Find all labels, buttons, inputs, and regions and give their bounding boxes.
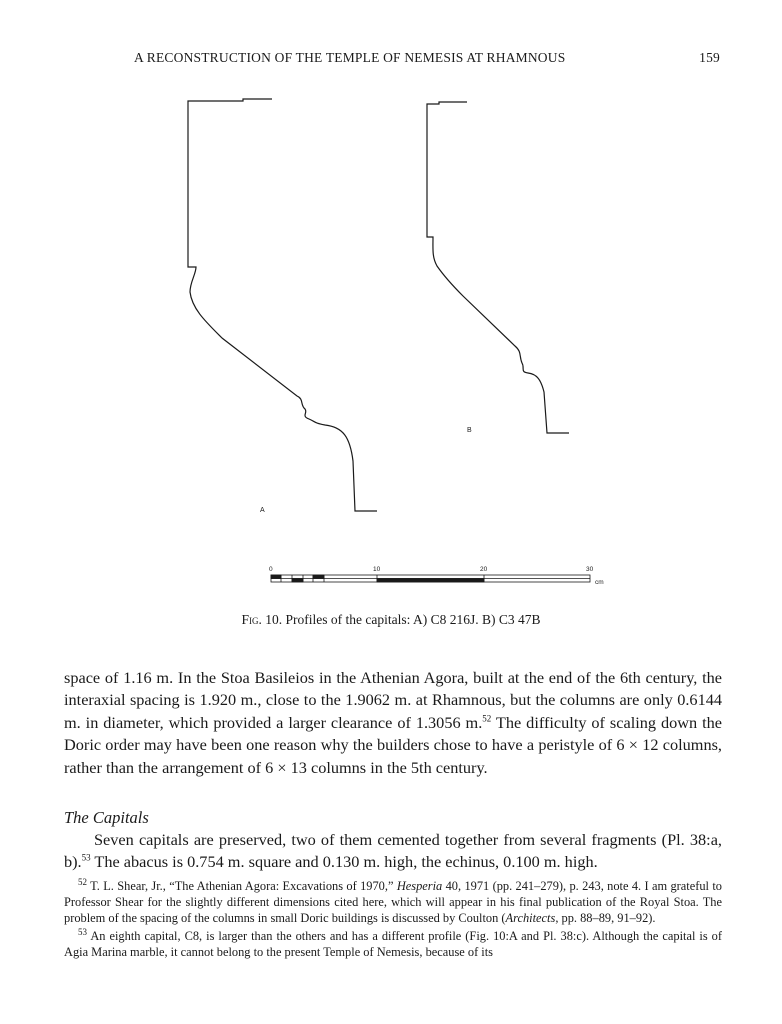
footnote-52-journal: Hesperia xyxy=(396,879,443,893)
footnote-ref-53[interactable]: 53 xyxy=(81,852,91,863)
paragraph-1 xyxy=(64,667,722,779)
page-number: 159 xyxy=(699,50,720,65)
scale-tick-20: 20 xyxy=(480,566,488,573)
footnote-52-text-1: T. L. Shear, Jr., “The Athenian Agora: Excavations of 1970,” xyxy=(87,879,397,893)
footnote-53-text: An eighth capital, C8, is larger than the others and has a different profile (Fig. 10:A and Pl. 38:c). Although the capital is of Agia Marina marble, it cannot belong to the present Temple of Nemesis, because of its xyxy=(64,928,722,959)
paragraph-2-text: Seven capitals are preserved, two of them cemented together from several fragments (Pl. 38:a, b). xyxy=(64,830,722,872)
figure-caption-text: 10. Profiles of the capitals: A) C8 216J. B) C3 47B xyxy=(261,612,541,627)
footnote-ref-52[interactable]: 52 xyxy=(482,713,492,724)
profile-a-label: A xyxy=(260,507,265,514)
footnote-52-book: Architects xyxy=(505,911,556,926)
profile-a-outline xyxy=(188,99,377,511)
scale-bar xyxy=(271,575,590,582)
figure-caption xyxy=(0,612,782,628)
scale-tick-0: 0 xyxy=(269,566,273,573)
profile-b-label: B xyxy=(467,427,472,434)
footnote-53 xyxy=(64,928,722,960)
paragraph-1-text-cont: The difficulty of scaling down the Doric order may have been one reason why the builders chose to have a peristyle of 6 × 12 columns, rather than the arrangement of 6 × 13 columns in the 5th century. xyxy=(64,712,723,777)
footnote-52 xyxy=(64,878,722,927)
footnote-52-text-2: 40, 1971 (pp. 241–279), p. 243, note 4. I am grateful to Professor Shear for the slightly different dimensions cited here, which will appear in his final publication of the Royal Stoa. The problem of the spacing of the columns in small Doric buildings is discussed by Coulton ( xyxy=(64,879,722,926)
scale-tick-10: 10 xyxy=(373,566,381,573)
running-title: A RECONSTRUCTION OF THE TEMPLE OF NEMESIS AT RHAMNOUS xyxy=(134,50,566,65)
paragraph-2 xyxy=(64,829,722,874)
paragraph-1-text: space of 1.16 m. In the Stoa Basileios in the Athenian Agora, built at the end of the 6th century, the interaxial spacing is 1.920 m., close to the 1.9062 m. at Rhamnous, but the columns are only 0.6144 m. in diameter, which provided a larger clearance of 1.3056 m. xyxy=(64,668,722,732)
paragraph-2-text-cont: The abacus is 0.754 m. square and 0.130 m. high, the echinus, 0.100 m. high. xyxy=(90,852,598,872)
footnotes xyxy=(64,878,722,961)
footnote-52-text-3: , pp. 88–89, 91–92). xyxy=(555,911,656,926)
scale-unit: cm xyxy=(595,579,604,586)
scale-tick-30: 30 xyxy=(586,566,594,573)
footnote-53-number: 53 xyxy=(78,926,87,937)
figure-caption-prefix: Fig. xyxy=(241,612,262,627)
footnote-52-number: 52 xyxy=(78,876,87,887)
profile-b-outline xyxy=(427,102,569,433)
section-heading: The Capitals xyxy=(64,808,149,827)
